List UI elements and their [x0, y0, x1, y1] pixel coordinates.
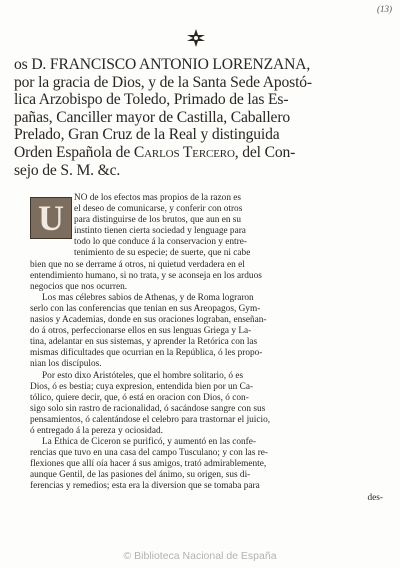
- header-line: Prelado, Gran Cruz de la Real y distinguida: [14, 126, 280, 144]
- text-line: mismas dificultades que ocurrian en la República, ó les propo-: [30, 348, 263, 359]
- text-line: nian los discípulos.: [30, 359, 102, 370]
- text-line: do á otros, perfeccionarse ellos en sus lenguas Griega y La-: [30, 326, 252, 337]
- dropcap-illustration: [30, 197, 72, 239]
- text-line: para distinguirse de los brutos, que aun en su: [74, 215, 242, 226]
- header-line: lica Arzobispo de Toledo, Primado de las Es-: [14, 91, 289, 109]
- header-line: [14, 144, 390, 162]
- header-line: sejo de S. M. &c.: [14, 161, 121, 179]
- dropcap-letter: U: [38, 198, 64, 238]
- text-line: aunque Gentil, de las pasiones del ánimo, su origen, sus di-: [30, 470, 251, 481]
- text-line: ferencias y remedios; esta era la diversion que se tomaba para: [30, 481, 260, 492]
- text-line: tina, adelantar en sus sistemas, y aprender la Retórica con las: [30, 337, 258, 348]
- text-line: ó entregado á la pereza y ociosidad.: [30, 425, 163, 436]
- text-line: sigo solo sin rastro de racionalidad, ó sacándose sangre con sus: [30, 403, 266, 414]
- text-line: nasios y Academias, donde en sus oraciones lograban, enseñan-: [30, 315, 267, 326]
- header-line: os D. FRANCISCO ANTONIO LORENZANA,: [14, 56, 311, 73]
- header-text: Orden Española de: [14, 143, 134, 161]
- text-line: entendimiento humano, si no trata, y se aconseja en los arduos: [30, 270, 262, 281]
- text-line: Dios, ó es bestia; cuya expresion, entendida bien por un Ca-: [30, 381, 254, 392]
- text-line: instinto tienen cierta sociedad y lenguage para: [74, 226, 246, 237]
- text-line: Los mas célebres sabios de Athenas, y de Roma lograron: [42, 292, 254, 303]
- text-line: bien que no se derrame á otros, ni quietud verdadera en el: [30, 259, 245, 270]
- text-line: el deseo de comunicarse, y conferir con otros: [74, 204, 243, 215]
- decree-header: [14, 56, 390, 179]
- first-paragraph: [30, 193, 383, 260]
- header-text: , del Con-: [234, 143, 296, 161]
- text-line: flexiones que allí oía hacer á sus amigos, trató admirablemente,: [30, 459, 267, 470]
- text-line: todo lo que conduce á la conservacion y entre-: [74, 237, 247, 248]
- text-line: rencias que tuvo en una casa del campo Tusculano; y con las re-: [30, 448, 269, 459]
- body-text: [30, 193, 383, 504]
- text-line: tenimiento de su especie; de suerte, que ni cabe: [74, 248, 251, 259]
- text-line: negocios que nos ocurren.: [30, 281, 128, 292]
- text-line: La Ethica de Ciceron se purificó, y aumentó en las confe-: [42, 437, 257, 448]
- text-line: NO de los efectos mas propios de la razon es: [74, 193, 242, 203]
- order-name: Carlos Tercero: [133, 143, 235, 161]
- page-number: (13): [377, 4, 392, 14]
- header-line: pañas, Canciller mayor de Castilla, Caballero: [14, 108, 291, 126]
- text-line: serlo con las conferencias que tenian en sus Areopagos, Gym-: [30, 303, 261, 314]
- text-line: Por esto dixo Aristóteles, que el hombre solitario, ó es: [42, 370, 244, 381]
- library-watermark: © Biblioteca Nacional de España: [123, 550, 277, 562]
- header-line: por la gracia de Dios, y de la Santa Sede Apostó-: [14, 73, 312, 91]
- text-line: pensamientos, ó calentándose el celebro para trastornar el juicio,: [30, 414, 271, 425]
- cross-ornament-icon: [186, 28, 206, 48]
- catchword: des-: [367, 492, 383, 503]
- text-line: tólico, quiere decir, que, ó está en oracion con Dios, ó con-: [30, 392, 249, 403]
